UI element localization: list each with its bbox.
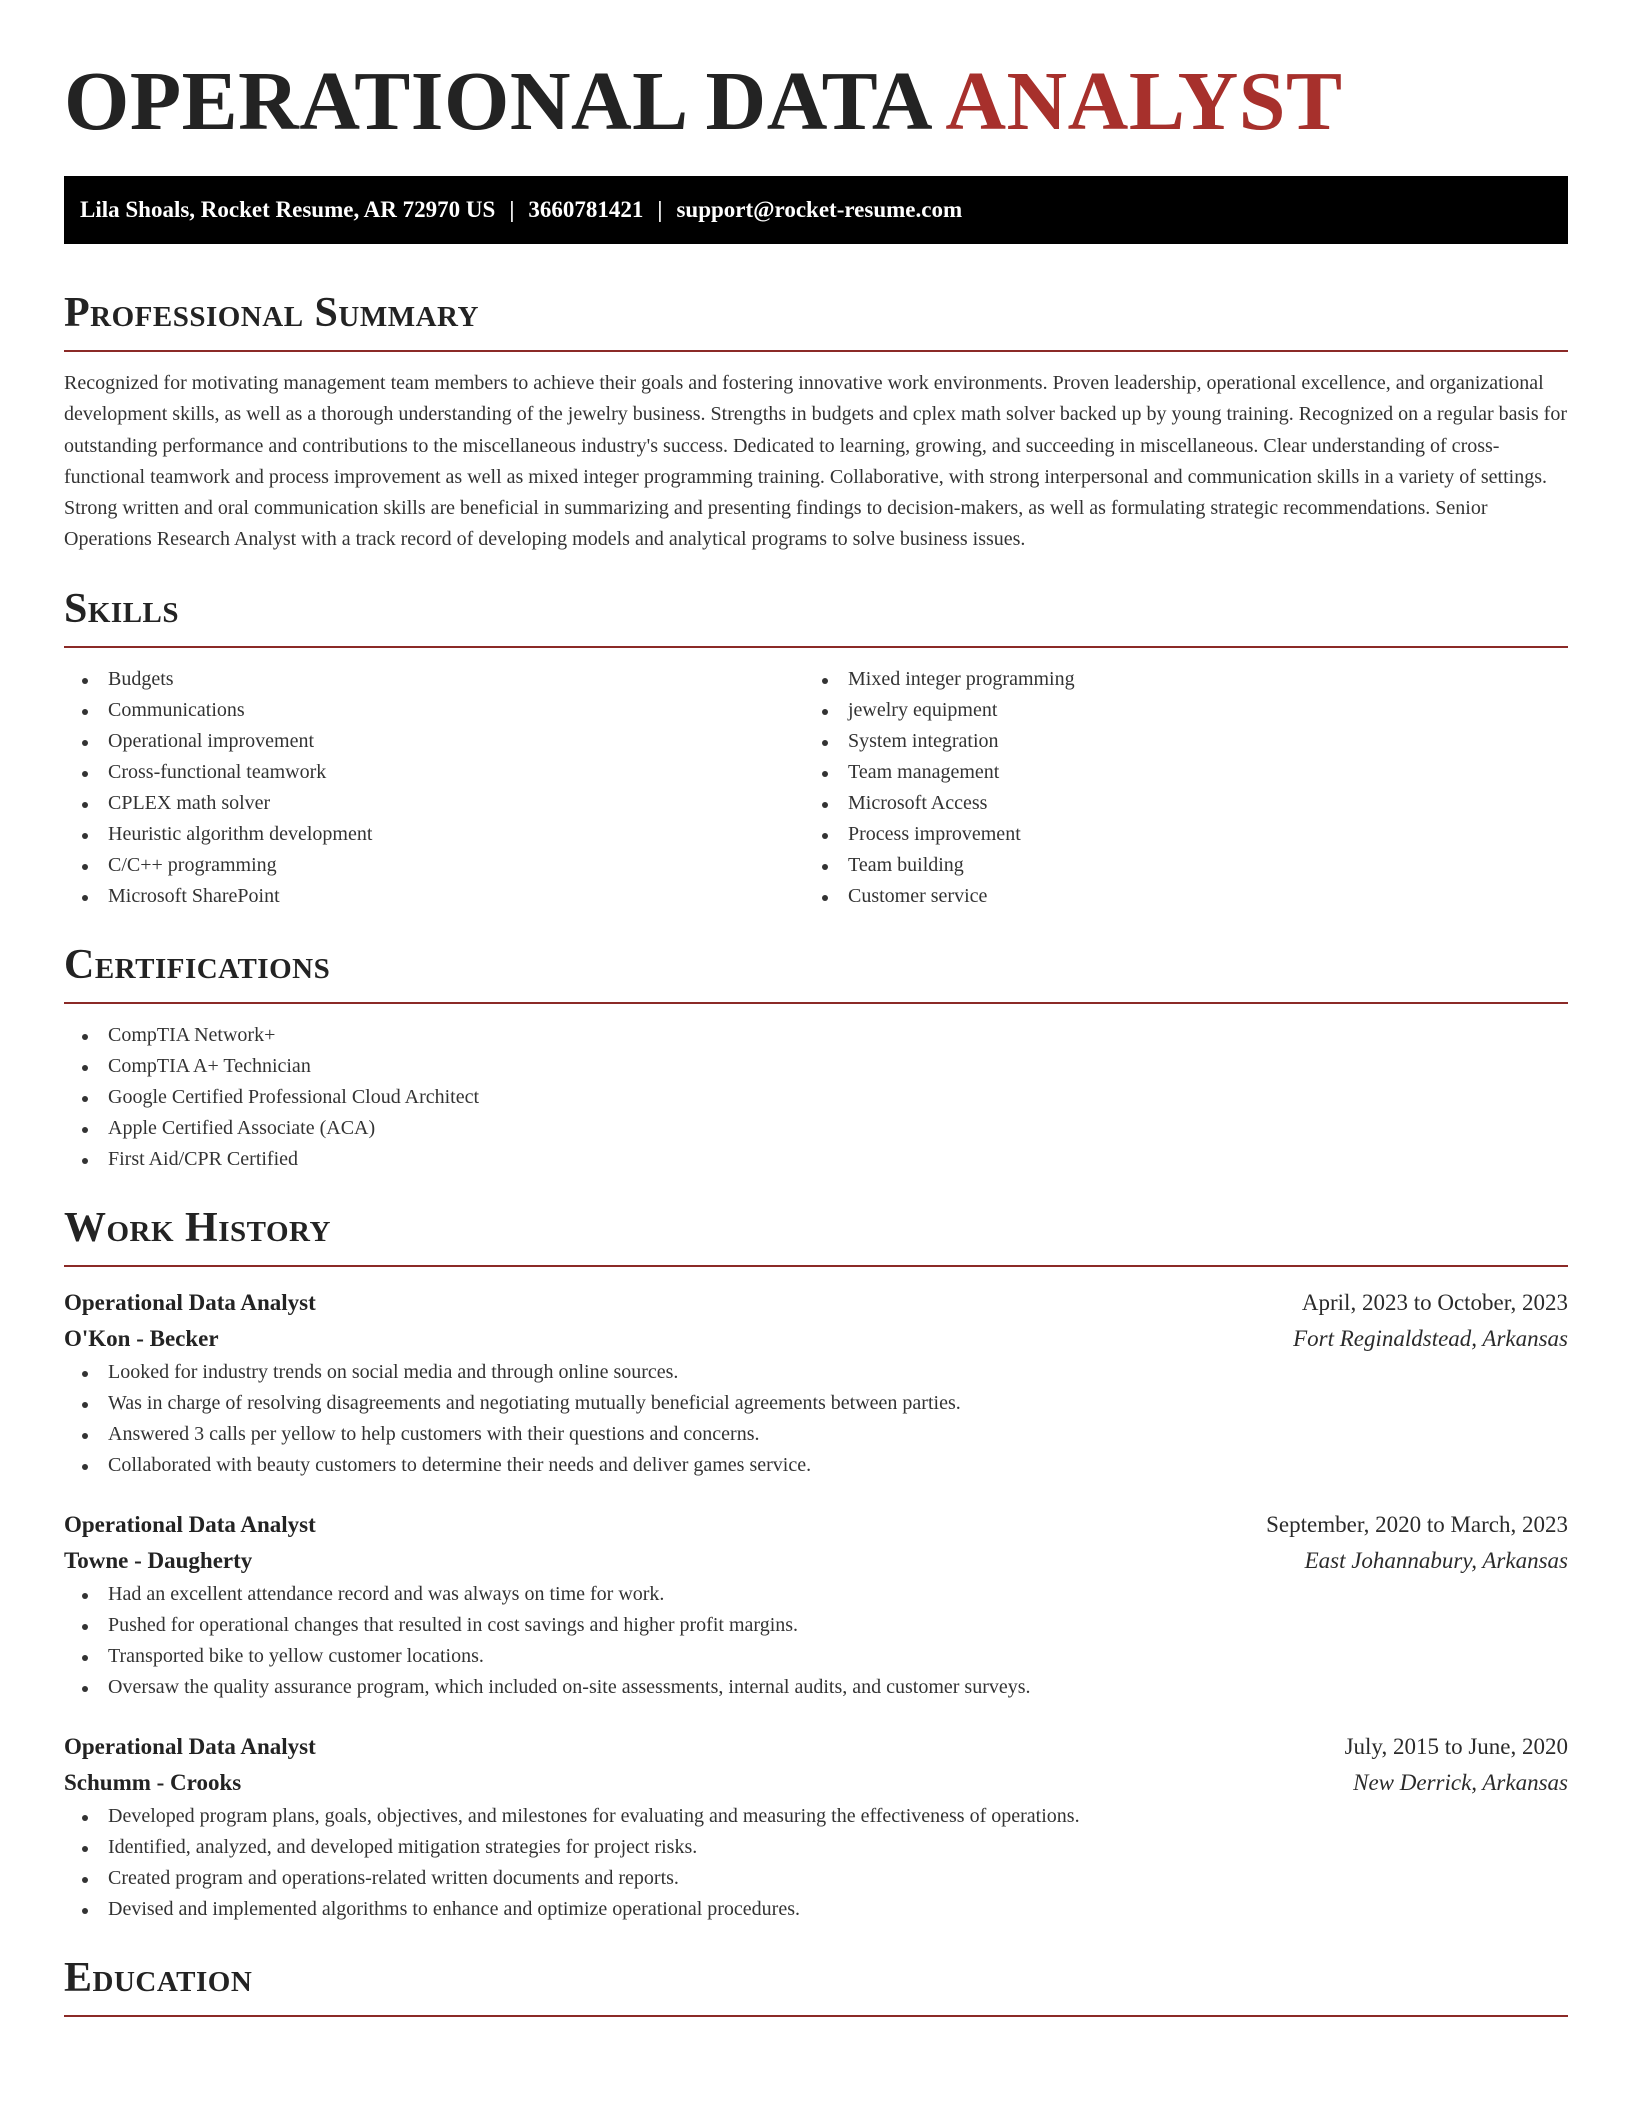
skill-item: jewelry equipment xyxy=(804,695,1544,726)
job-entry xyxy=(64,1507,1568,1703)
skill-item: Team management xyxy=(804,757,1544,788)
job-bullet: Identified, analyzed, and developed mitigation strategies for project risks. xyxy=(64,1832,1568,1863)
skill-item: Communications xyxy=(64,695,804,726)
section-divider xyxy=(64,350,1568,352)
certification-item: Google Certified Professional Cloud Architect xyxy=(64,1082,1568,1113)
certification-item: Apple Certified Associate (ACA) xyxy=(64,1113,1568,1144)
contact-address: Lila Shoals, Rocket Resume, AR 72970 US xyxy=(80,197,496,222)
education-heading: Education xyxy=(64,1954,253,2001)
skill-item: Process improvement xyxy=(804,819,1544,850)
certification-item: CompTIA A+ Technician xyxy=(64,1051,1568,1082)
certifications-section xyxy=(64,940,1568,1175)
skills-grid xyxy=(64,664,1568,912)
contact-separator: | xyxy=(509,197,515,222)
skill-item: C/C++ programming xyxy=(64,850,804,881)
job-bullet: Collaborated with beauty customers to determine their needs and deliver games service. xyxy=(64,1450,1568,1481)
contact-separator: | xyxy=(657,197,663,222)
job-dates: September, 2020 to March, 2023 xyxy=(1266,1511,1568,1537)
certification-item: CompTIA Network+ xyxy=(64,1020,1568,1051)
job-company: Schumm - Crooks xyxy=(64,1769,242,1795)
job-entry xyxy=(64,1729,1568,1925)
job-bullet: Had an excellent attendance record and was always on time for work. xyxy=(64,1579,1568,1610)
job-bullet: Was in charge of resolving disagreements and negotiating mutually beneficial agreements between parties. xyxy=(64,1388,1568,1419)
skill-item: CPLEX math solver xyxy=(64,788,804,819)
certifications-heading: Certifications xyxy=(64,941,331,988)
job-bullet: Answered 3 calls per yellow to help customers with their questions and concerns. xyxy=(64,1419,1568,1450)
job-location: New Derrick, Arkansas xyxy=(1353,1769,1568,1795)
job-company-row xyxy=(64,1543,1568,1579)
job-title: Operational Data Analyst xyxy=(64,1511,316,1537)
resume-title xyxy=(64,0,1568,146)
contact-phone: 3660781421 xyxy=(528,197,644,222)
skill-item: Microsoft SharePoint xyxy=(64,881,804,912)
job-bullets xyxy=(64,1579,1568,1703)
job-bullet: Looked for industry trends on social media and through online sources. xyxy=(64,1357,1568,1388)
skill-item: System integration xyxy=(804,726,1544,757)
job-company-row xyxy=(64,1321,1568,1357)
job-bullet: Oversaw the quality assurance program, which included on-site assessments, internal audits, and customer surveys. xyxy=(64,1672,1568,1703)
title-accent: ANALYST xyxy=(945,55,1343,148)
summary-heading: Professional Summary xyxy=(64,290,479,336)
job-header-row xyxy=(64,1729,1568,1765)
job-location: Fort Reginaldstead, Arkansas xyxy=(1293,1325,1568,1351)
skill-item: Microsoft Access xyxy=(804,788,1544,819)
job-company-row xyxy=(64,1765,1568,1801)
job-bullet: Created program and operations-related written documents and reports. xyxy=(64,1863,1568,1894)
job-bullet: Transported bike to yellow customer locations. xyxy=(64,1641,1568,1672)
skill-item: Heuristic algorithm development xyxy=(64,819,804,850)
skill-item: Operational improvement xyxy=(64,726,804,757)
job-dates: July, 2015 to June, 2020 xyxy=(1344,1733,1568,1759)
job-header-row xyxy=(64,1507,1568,1543)
certification-item: First Aid/CPR Certified xyxy=(64,1144,1568,1175)
skill-item: Mixed integer programming xyxy=(804,664,1544,695)
skill-item: Customer service xyxy=(804,881,1544,912)
section-divider xyxy=(64,646,1568,648)
work-history-heading: Work History xyxy=(64,1204,331,1251)
summary-text: Recognized for motivating management team members to achieve their goals and fostering innovative work environments. Proven leadership, operational excellence, and organizational development skills, as well as a thorough understanding of the jewelry business. Strengths in budgets and cplex math solver backed up by young training. Recognized on a regular basis for outstanding performance and contributions to the miscellaneous industry's success. Dedicated to learning, growing, and succeeding in miscellaneous. Clear understanding of cross-functional teamwork and process improvement as well as mixed integer programming training. Collaborative, with strong interpersonal and communication skills in a variety of settings. Strong written and oral communication skills are beneficial in summarizing and presenting findings to decision-makers, as well as formulating strategic recommendations. Senior Operations Research Analyst with a track record of developing models and analytical programs to solve business issues. xyxy=(64,372,1567,551)
job-dates: April, 2023 to October, 2023 xyxy=(1301,1289,1568,1315)
skill-item: Team building xyxy=(804,850,1544,881)
skills-list-left xyxy=(64,664,804,912)
job-bullet: Devised and implemented algorithms to enhance and optimize operational procedures. xyxy=(64,1894,1568,1925)
skill-item: Cross-functional teamwork xyxy=(64,757,804,788)
skills-list-right xyxy=(804,664,1544,912)
summary-section xyxy=(64,288,1568,556)
job-bullet: Pushed for operational changes that resulted in cost savings and higher profit margins. xyxy=(64,1610,1568,1641)
education-section xyxy=(64,1953,1568,2017)
section-divider xyxy=(64,1265,1568,1267)
job-company: Towne - Daugherty xyxy=(64,1547,253,1573)
job-location: East Johannabury, Arkansas xyxy=(1304,1547,1568,1573)
certifications-list xyxy=(64,1020,1568,1175)
job-company: O'Kon - Becker xyxy=(64,1325,219,1351)
job-bullets xyxy=(64,1357,1568,1481)
resume-page xyxy=(64,0,1568,2017)
section-divider xyxy=(64,1002,1568,1004)
contact-bar xyxy=(64,176,1568,244)
job-title: Operational Data Analyst xyxy=(64,1289,316,1315)
skills-section xyxy=(64,584,1568,912)
job-entry xyxy=(64,1285,1568,1481)
job-bullets xyxy=(64,1801,1568,1925)
skill-item: Budgets xyxy=(64,664,804,695)
section-divider xyxy=(64,2015,1568,2017)
work-history-section xyxy=(64,1203,1568,1925)
job-bullet: Developed program plans, goals, objectives, and milestones for evaluating and measuring the effectiveness of operations. xyxy=(64,1801,1568,1832)
job-header-row xyxy=(64,1285,1568,1321)
job-title: Operational Data Analyst xyxy=(64,1733,316,1759)
skills-heading: Skills xyxy=(64,585,180,632)
contact-email: support@rocket-resume.com xyxy=(676,197,963,222)
title-main: OPERATIONAL DATA xyxy=(64,55,929,148)
